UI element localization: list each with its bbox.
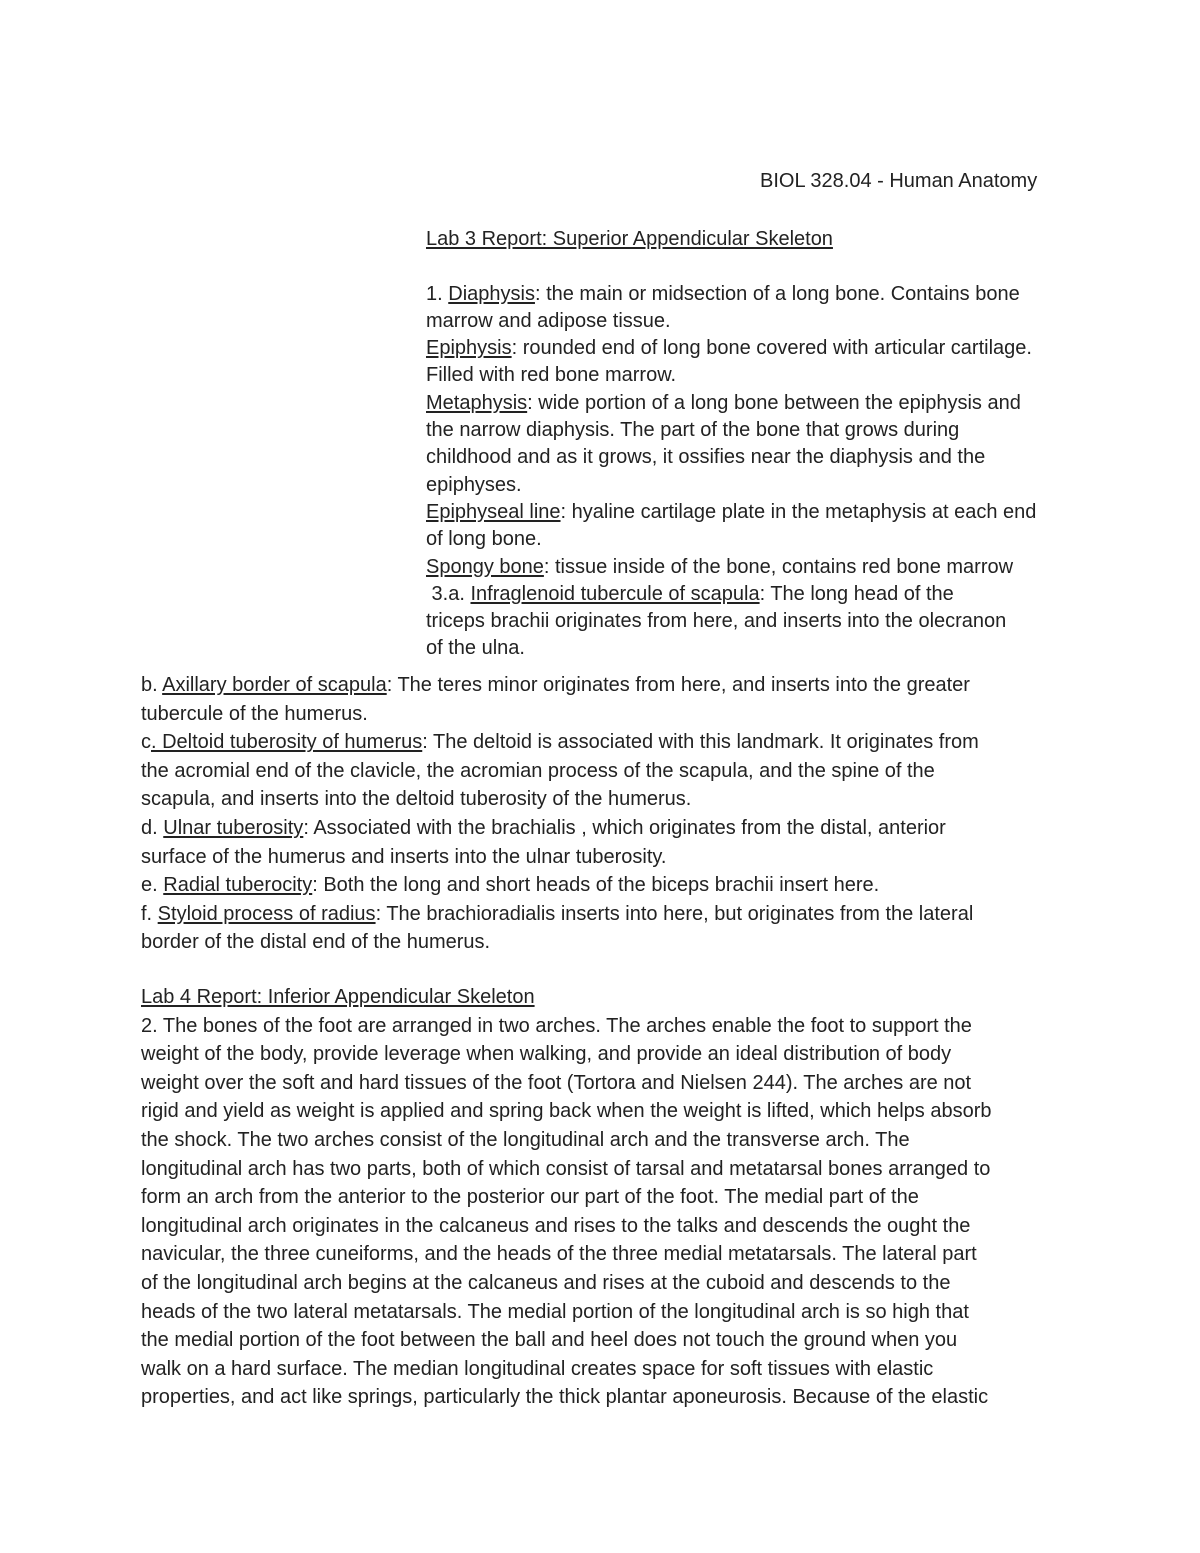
item-3a-line-2: triceps brachii originates from here, and inserts into the olecranon — [426, 610, 1007, 633]
lab4-line: heads of the two lateral metatarsals. The medial portion of the longitudinal arch is so high that — [141, 1300, 969, 1323]
lab4-line: longitudinal arch originates in the calcaneus and rises to the talks and descends the ought the — [141, 1214, 971, 1237]
item-e-line-1: e. Radial tuberocity: Both the long and short heads of the biceps brachii insert here. — [141, 874, 880, 897]
diaphysis-term: Diaphysis — [448, 282, 535, 305]
infraglenoid-term: Infraglenoid tubercule of scapula — [470, 582, 760, 605]
metaphysis-term: Metaphysis — [426, 391, 528, 414]
item-c-line-1: c. Deltoid tuberosity of humerus: The deltoid is associated with this landmark. It originates from — [141, 731, 979, 754]
lab4-line: properties, and act like springs, particularly the thick plantar aponeurosis. Because of the elastic — [141, 1386, 989, 1409]
item-c-line-2: the acromial end of the clavicle, the acromian process of the scapula, and the spine of the — [141, 759, 935, 782]
spongy-line-1: Spongy bone: tissue inside of the bone, contains red bone marrow — [426, 555, 1014, 578]
item-3a-line-3: of the ulna. — [426, 637, 525, 660]
epiphyseal-term: Epiphyseal line — [426, 500, 561, 523]
spongy-term: Spongy bone — [426, 555, 544, 578]
epiphysis-term: Epiphysis — [426, 337, 512, 360]
metaphysis-line-1: Metaphysis: wide portion of a long bone between the epiphysis and — [426, 391, 1021, 414]
epiphyseal-line-1: Epiphyseal line: hyaline cartilage plate in the metaphysis at each end — [426, 500, 1037, 523]
radial-term: Radial tuberocity — [163, 874, 313, 897]
item-3a-line-1: 3.a. Infraglenoid tubercule of scapula: The long head of the — [426, 582, 954, 605]
lab4-line: form an arch from the anterior to the posterior our part of the foot. The medial part of the — [141, 1186, 919, 1209]
lab4-line: longitudinal arch has two parts, both of which consist of tarsal and metatarsal bones arranged to — [141, 1157, 991, 1180]
lab4-title: Lab 4 Report: Inferior Appendicular Skeleton — [141, 986, 535, 1008]
lab4-line: 2. The bones of the foot are arranged in two arches. The arches enable the foot to support the — [141, 1014, 972, 1037]
lab3-section-continued — [141, 671, 1066, 957]
lab4-line: weight of the body, provide leverage when walking, and provide an ideal distribution of body — [141, 1043, 952, 1066]
axillary-term: Axillary border of scapula — [162, 674, 387, 696]
diaphysis-line-2: marrow and adipose tissue. — [426, 309, 671, 332]
item-c-line-3: scapula, and inserts into the deltoid tuberosity of the humerus. — [141, 788, 692, 811]
ulnar-term: Ulnar tuberosity — [163, 816, 304, 839]
lab4-section — [141, 983, 1066, 1412]
deltoid-term: . Deltoid tuberosity of humerus — [151, 731, 423, 754]
lab3-section — [426, 226, 1066, 663]
lab4-line: the medial portion of the foot between the ball and heel does not touch the ground when you — [141, 1329, 958, 1352]
lab4-line: weight over the soft and hard tissues of the foot (Tortora and Nielsen 244). The arches are not — [141, 1071, 972, 1094]
metaphysis-line-2: the narrow diaphysis. The part of the bone that grows during — [426, 419, 960, 442]
course-header: BIOL 328.04 - Human Anatomy — [760, 170, 1038, 192]
metaphysis-line-3: childhood and as it grows, it ossifies near the diaphysis and the — [426, 446, 986, 469]
item-f-line-1: f. Styloid process of radius: The brachioradialis inserts into here, but originates from the lateral — [141, 902, 974, 925]
lab4-line: the shock. The two arches consist of the longitudinal arch and the transverse arch. The — [141, 1128, 910, 1151]
lab4-line: navicular, the three cuneiforms, and the heads of the three medial metatarsals. The lateral part — [141, 1243, 977, 1266]
metaphysis-line-4: epiphyses. — [426, 473, 522, 496]
epiphyseal-line-2: of long bone. — [426, 528, 542, 551]
lab3-title: Lab 3 Report: Superior Appendicular Skeleton — [426, 228, 833, 250]
item-b-line-2: tubercule of the humerus. — [141, 702, 368, 725]
lab4-line: of the longitudinal arch begins at the calcaneus and rises at the cuboid and descends to the — [141, 1271, 951, 1294]
diaphysis-line-1: 1. Diaphysis: the main or midsection of a long bone. Contains bone — [426, 282, 1020, 305]
lab4-line: rigid and yield as weight is applied and spring back when the weight is lifted, which helps absorb — [141, 1100, 992, 1123]
spacer — [426, 253, 1066, 280]
item-d-line-2: surface of the humerus and inserts into the ulnar tuberosity. — [141, 845, 667, 868]
epiphysis-line-1: Epiphysis: rounded end of long bone covered with articular cartilage. — [426, 337, 1032, 360]
item-f-line-2: border of the distal end of the humerus. — [141, 931, 491, 954]
epiphysis-line-2: Filled with red bone marrow. — [426, 364, 677, 387]
item-b-line-1: b. Axillary border of scapula: The teres minor originates from here, and inserts into the greater — [141, 674, 970, 696]
lab4-line: walk on a hard surface. The median longitudinal creates space for soft tissues with elastic — [141, 1357, 934, 1380]
item-d-line-1: d. Ulnar tuberosity: Associated with the brachialis , which originates from the distal, anterior — [141, 816, 946, 839]
styloid-term: Styloid process of radius — [157, 902, 376, 925]
